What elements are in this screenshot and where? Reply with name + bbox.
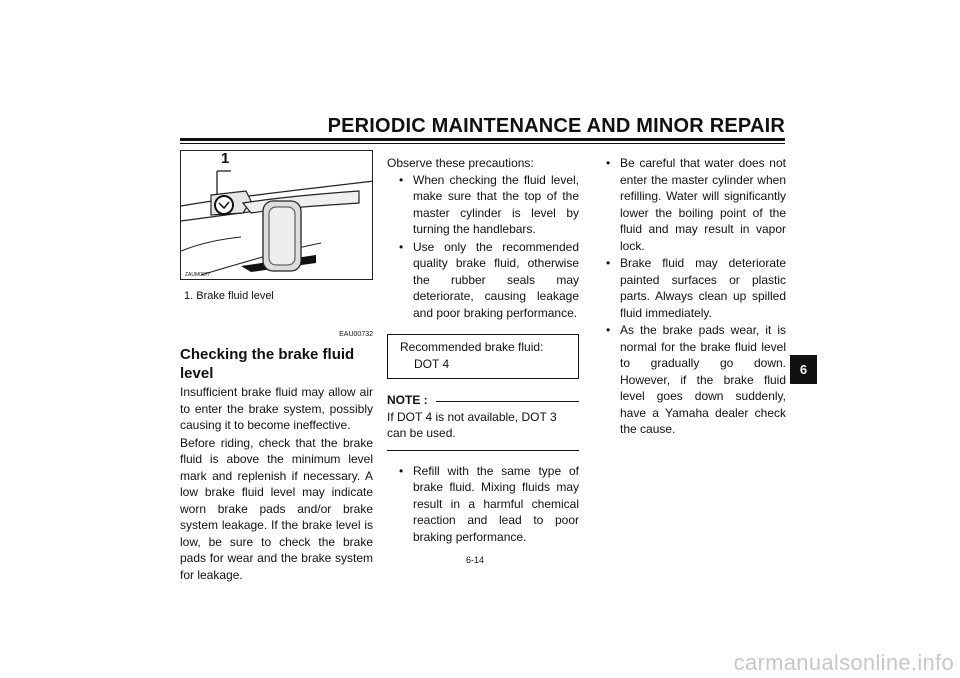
note-end-rule bbox=[387, 450, 579, 451]
bullet-symbol: • bbox=[399, 463, 404, 478]
header-rule-thin bbox=[180, 143, 785, 144]
watermark: carmanualsonline.info bbox=[733, 650, 954, 675]
refill-list bbox=[395, 463, 579, 546]
note-label: NOTE : bbox=[387, 393, 428, 407]
list-item-text: When checking the fluid level, make sure that the top of the master cylinder is level by turning the handlebars. bbox=[413, 172, 579, 236]
list-item bbox=[395, 239, 579, 322]
list-item bbox=[395, 172, 579, 238]
left-column bbox=[180, 150, 373, 583]
bullet-symbol: • bbox=[606, 156, 611, 170]
figure-caption: 1. Brake fluid level bbox=[184, 290, 274, 302]
paragraph-2: Before riding, check that the brake fluid is above the minimum level mark and replenish if necessary. A low brake fluid level may indicate worn brake pads and/or brake system leakage. If the brake level is low, be sure to check the brake pads for wear and the brake system for leakage. bbox=[180, 435, 373, 582]
handlebar-drawing bbox=[181, 151, 373, 280]
list-item-text: Use only the recommended quality brake fluid, otherwise the rubber seals may deteriorate, causing leakage and poor braking performance. bbox=[413, 239, 579, 320]
figure-image-code: ZAUM0077 bbox=[185, 272, 211, 278]
section-ref-code: EAU00732 bbox=[339, 330, 373, 338]
page-number: 6-14 bbox=[466, 555, 485, 565]
note-header bbox=[387, 392, 579, 409]
figure-callout-number: 1 bbox=[221, 150, 230, 167]
list-item-text: Refill with the same type of brake fluid. Mixing fluids may result in a harmful chemical reaction and lead to poor braking performance. bbox=[413, 463, 579, 544]
paragraph-1: Insufficient brake fluid may allow air to enter the brake system, possibly causing it to become ineffective. bbox=[180, 385, 373, 432]
note-rule bbox=[436, 401, 579, 402]
bullet-symbol: • bbox=[606, 323, 611, 337]
spec-value: DOT 4 bbox=[414, 356, 450, 371]
list-item bbox=[602, 155, 786, 254]
spec-label: Recommended brake fluid: bbox=[400, 340, 544, 354]
list-item-text: Be careful that water does not enter the master cylinder when refilling. Water will significantly lower the boiling point of the fluid and may result in vapor lock. bbox=[620, 156, 786, 253]
list-item bbox=[602, 255, 786, 321]
list-item-text: As the brake pads wear, it is normal for the brake fluid level to gradually go down. However, if the brake fluid level goes down suddenly, have a Yamaha dealer check the cause. bbox=[620, 323, 786, 436]
middle-column bbox=[387, 155, 579, 546]
list-item bbox=[395, 463, 579, 546]
list-item-text: Brake fluid may deteriorate painted surfaces or plastic parts. Always clean up spilled fluid immediately. bbox=[620, 256, 786, 320]
brake-reservoir-illustration bbox=[180, 150, 373, 280]
recommended-fluid-box bbox=[387, 334, 579, 379]
bullet-symbol: • bbox=[606, 256, 611, 270]
note-text: If DOT 4 is not available, DOT 3 can be used. bbox=[387, 409, 557, 440]
page-header-title: PERIODIC MAINTENANCE AND MINOR REPAIR bbox=[327, 115, 785, 137]
list-item bbox=[602, 322, 786, 438]
chapter-tab: 6 bbox=[790, 355, 817, 384]
cautions-list bbox=[602, 155, 786, 438]
bullet-symbol: • bbox=[399, 172, 404, 187]
right-column bbox=[602, 155, 786, 439]
bullet-symbol: • bbox=[399, 239, 404, 254]
header-rule bbox=[180, 138, 785, 141]
section-title: Checking the brake fluid level bbox=[180, 346, 355, 382]
precautions-intro: Observe these precautions: bbox=[387, 156, 534, 170]
precautions-list bbox=[395, 172, 579, 322]
